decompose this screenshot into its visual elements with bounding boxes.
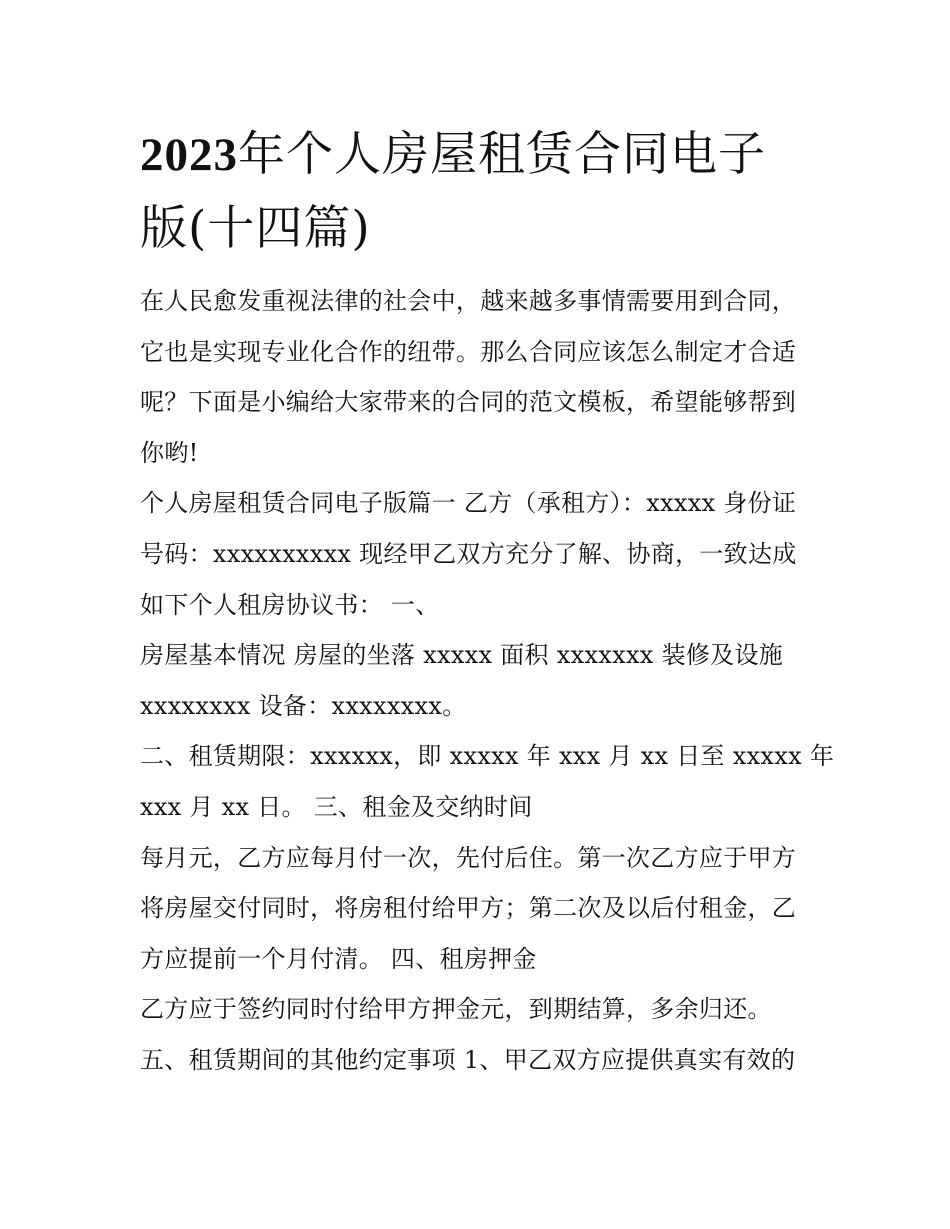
body-line: 五、租赁期间的其他约定事项 1、甲乙双方应提供真实有效的 — [140, 1045, 796, 1074]
body-line: 在人民愈发重视法律的社会中，越来越多事情需要用到合同， — [140, 287, 797, 315]
title-line2: 版(十四篇) — [140, 201, 371, 256]
body-line: xxx 月 xx 日。 三、租金及交纳时间 — [140, 792, 533, 821]
title-line1-rest: 年个人房屋租赁合同电子 — [238, 127, 766, 182]
body-line: 呢？下面是小编给大家带来的合同的范文模板，希望能够帮到 — [140, 388, 797, 417]
body-line: 将房屋交付同时，将房租付给甲方；第二次及以后付租金，乙 — [140, 894, 797, 923]
body-line: 每月元，乙方应每月付一次，先付后住。第一次乙方应于甲方 — [140, 843, 797, 872]
document-title — [140, 118, 820, 266]
body-line: 你哟! — [140, 438, 199, 467]
body-line: xxxxxxxx 设备：xxxxxxxx。 — [140, 691, 467, 720]
body-line: 它也是实现专业化合作的纽带。那么合同应该怎么制定才合适 — [140, 337, 797, 366]
body-line: 号码：xxxxxxxxxx 现经甲乙双方充分了解、协商，一致达成 — [140, 539, 797, 568]
body-line: 方应提前一个月付清。 四、租房押金 — [140, 944, 537, 973]
title-year: 2023 — [140, 129, 238, 181]
body-line: 乙方应于签约同时付给甲方押金元，到期结算，多余归还。 — [140, 995, 772, 1024]
document-body — [140, 276, 835, 1086]
body-line: 房屋基本情况 房屋的坐落 xxxxx 面积 xxxxxxx 装修及设施 — [140, 641, 784, 670]
body-line: 二、租赁期限：xxxxxx，即 xxxxx 年 xxx 月 xx 日至 xxxxx 年 — [140, 742, 835, 771]
body-line: 个人房屋租赁合同电子版篇一 乙方（承租方）：xxxxx 身份证 — [140, 489, 797, 518]
body-line: 如下个人租房协议书： 一、 — [140, 590, 440, 619]
